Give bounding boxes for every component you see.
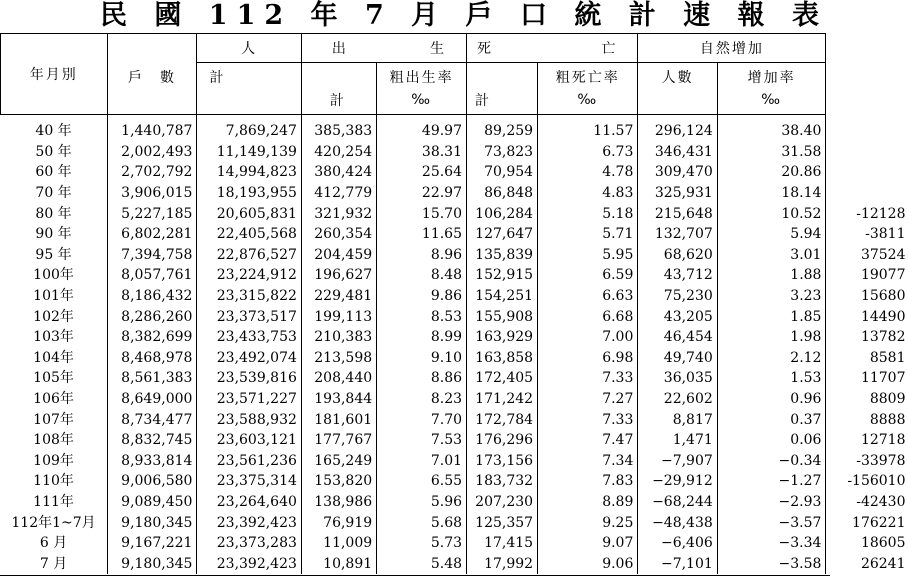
cell-extra: 8809: [869, 391, 906, 408]
cell-nir: 10.52: [717, 203, 826, 224]
cell-extra: [826, 115, 908, 142]
header-natural-increase-people: 人數: [638, 63, 717, 115]
cell-deaths: 17,415: [467, 533, 538, 554]
cell-deaths: 106,284: [467, 203, 538, 224]
cell-births: 199,113: [301, 306, 376, 327]
cell-population: 14,994,823: [197, 162, 301, 183]
cell-births: 193,844: [301, 389, 376, 410]
cell-population: 23,561,236: [197, 451, 301, 472]
cell-nir: 0.37: [717, 409, 826, 430]
cell-cbr: 11.65: [377, 224, 467, 245]
cell-ni: 75,230: [638, 286, 717, 307]
cell-cdr: 9.25: [538, 512, 638, 533]
table-row: [1, 492, 908, 513]
cell-cbr: 25.64: [377, 162, 467, 183]
cell-nir: −1.27: [717, 471, 826, 492]
cell-cbr: 5.73: [377, 533, 467, 554]
cell-cbr: 7.53: [377, 430, 467, 451]
header-births: 計: [301, 63, 376, 115]
cell-deaths: 125,357: [467, 512, 538, 533]
cell-deaths: 163,929: [467, 327, 538, 348]
table-row: [1, 245, 908, 266]
cell-extra: 11707: [860, 370, 906, 387]
cell-households: 2,002,493: [107, 142, 197, 163]
crude-birth-rate-unit: ‰: [411, 91, 432, 108]
cell-cdr: 6.63: [538, 286, 638, 307]
crude-death-rate-label: 粗死亡率: [555, 69, 620, 86]
cell-nir: 0.96: [717, 389, 826, 410]
natural-increase-rate-label: 增加率: [747, 69, 796, 86]
cell-population: 18,193,955: [197, 183, 301, 204]
cell-extra: 8581: [869, 349, 906, 366]
cell-deaths: 173,156: [467, 451, 538, 472]
cell-label: 108年: [33, 432, 74, 449]
crude-death-rate-unit: ‰: [577, 91, 599, 108]
cell-population: 23,539,816: [197, 368, 301, 389]
cell-ni: 296,124: [638, 115, 717, 142]
header-births-top: 出: [331, 41, 348, 57]
cell-cbr: 8.86: [377, 368, 467, 389]
header-crude-death-rate: [538, 63, 638, 115]
cell-deaths: 171,242: [467, 389, 538, 410]
cell-cdr: 7.83: [538, 471, 638, 492]
cell-households: 9,180,345: [107, 553, 197, 574]
cell-label: 110年: [33, 473, 74, 490]
cell-nir: −3.57: [717, 512, 826, 533]
cell-label: 50 年: [35, 143, 72, 160]
cell-population: 23,433,753: [197, 327, 301, 348]
header-households: 戶 數: [107, 63, 197, 115]
cell-ni: −48,438: [638, 512, 717, 533]
cell-population: 23,392,423: [197, 512, 301, 533]
cell-births: 229,481: [301, 286, 376, 307]
cell-label: 106年: [33, 391, 74, 408]
cell-extra: 13782: [860, 329, 906, 346]
table-row: [1, 368, 908, 389]
cell-label: 90 年: [35, 226, 72, 243]
cell-extra: [826, 142, 908, 163]
cell-cbr: 8.23: [377, 389, 467, 410]
table-row: [1, 430, 908, 451]
cell-cbr: 5.48: [377, 553, 467, 574]
cell-label: 70 年: [35, 185, 72, 202]
cell-births: 213,598: [301, 348, 376, 369]
cell-deaths: 73,823: [467, 142, 538, 163]
cell-cdr: 4.78: [538, 162, 638, 183]
cell-births: 420,254: [301, 142, 376, 163]
table-row: [1, 115, 908, 142]
cell-deaths: 127,647: [467, 224, 538, 245]
cell-ni: 46,454: [638, 327, 717, 348]
cell-deaths: 86,848: [467, 183, 538, 204]
cell-nir: 2.12: [717, 348, 826, 369]
cell-extra: 19077: [860, 267, 906, 284]
cell-label: 95 年: [35, 246, 72, 263]
cell-cdr: 6.59: [538, 265, 638, 286]
cell-deaths: 154,251: [467, 286, 538, 307]
cell-nir: 5.94: [717, 224, 826, 245]
cell-households: 2,702,792: [107, 162, 197, 183]
cell-households: 8,734,477: [107, 409, 197, 430]
cell-cbr: 8.99: [377, 327, 467, 348]
cell-extra: -156010: [847, 473, 906, 490]
cell-cdr: 6.68: [538, 306, 638, 327]
cell-ni: 346,431: [638, 142, 717, 163]
cell-ni: 309,470: [638, 162, 717, 183]
cell-label: 60 年: [35, 164, 72, 181]
cell-ni: 215,648: [638, 203, 717, 224]
cell-label: 7 月: [39, 555, 68, 572]
cell-births: 153,820: [301, 471, 376, 492]
cell-cdr: 7.33: [538, 409, 638, 430]
cell-extra: [826, 162, 908, 183]
cell-population: 23,264,640: [197, 492, 301, 513]
cell-births: 11,009: [301, 533, 376, 554]
cell-nir: −3.34: [717, 533, 826, 554]
header-population-group: 人: [197, 34, 301, 63]
cell-households: 8,468,978: [107, 348, 197, 369]
header-population: 計: [197, 63, 301, 115]
cell-households: 9,089,450: [107, 492, 197, 513]
cell-ni: −29,912: [638, 471, 717, 492]
bottom-rule: [0, 575, 830, 576]
cell-nir: −2.93: [717, 492, 826, 513]
table-row: [1, 162, 908, 183]
cell-ni: 49,740: [638, 348, 717, 369]
cell-nir: −3.58: [717, 553, 826, 574]
cell-cbr: 9.10: [377, 348, 467, 369]
cell-cdr: 6.98: [538, 348, 638, 369]
cell-ni: 132,707: [638, 224, 717, 245]
cell-nir: 38.40: [717, 115, 826, 142]
cell-households: 8,057,761: [107, 265, 197, 286]
header-births-group: [301, 34, 466, 63]
cell-population: 23,603,121: [197, 430, 301, 451]
cell-extra: [826, 183, 908, 204]
cell-births: 260,354: [301, 224, 376, 245]
cell-cbr: 5.96: [377, 492, 467, 513]
header-crude-birth-rate: [377, 63, 467, 115]
cell-ni: −7,907: [638, 451, 717, 472]
cell-deaths: 172,405: [467, 368, 538, 389]
header-deaths-top: 死: [477, 41, 494, 57]
cell-extra: 12718: [860, 432, 906, 449]
cell-households: 8,649,000: [107, 389, 197, 410]
cell-nir: 1.88: [717, 265, 826, 286]
cell-extra: 26241: [860, 555, 906, 572]
cell-cdr: 5.18: [538, 203, 638, 224]
cell-deaths: 163,858: [467, 348, 538, 369]
cell-extra: 14490: [860, 308, 906, 325]
table-row: [1, 203, 908, 224]
cell-nir: 3.01: [717, 245, 826, 266]
table-row: [1, 553, 908, 574]
cell-extra: 8888: [869, 411, 906, 428]
cell-households: 9,180,345: [107, 512, 197, 533]
cell-label: 40 年: [35, 123, 72, 140]
household-statistics-table: [0, 33, 908, 574]
cell-deaths: 172,784: [467, 409, 538, 430]
table-row: [1, 471, 908, 492]
cell-births: 412,779: [301, 183, 376, 204]
cell-deaths: 89,259: [467, 115, 538, 142]
cell-population: 11,149,139: [197, 142, 301, 163]
cell-cbr: 38.31: [377, 142, 467, 163]
cell-deaths: 70,954: [467, 162, 538, 183]
cell-nir: 31.58: [717, 142, 826, 163]
cell-births: 208,440: [301, 368, 376, 389]
cell-births: 385,383: [301, 115, 376, 142]
cell-population: 23,392,423: [197, 553, 301, 574]
cell-ni: 68,620: [638, 245, 717, 266]
cell-label: 103年: [33, 329, 74, 346]
cell-cdr: 7.34: [538, 451, 638, 472]
cell-cbr: 8.48: [377, 265, 467, 286]
cell-births: 196,627: [301, 265, 376, 286]
header-deaths-top2: 亡: [601, 41, 618, 57]
cell-births: 76,919: [301, 512, 376, 533]
cell-households: 5,227,185: [107, 203, 197, 224]
cell-deaths: 17,992: [467, 553, 538, 574]
cell-label: 104年: [33, 349, 74, 366]
cell-extra: -3811: [865, 226, 906, 243]
cell-label: 102年: [33, 308, 74, 325]
cell-cbr: 7.01: [377, 451, 467, 472]
cell-label: 80 年: [35, 205, 72, 222]
cell-ni: 22,602: [638, 389, 717, 410]
cell-nir: 1.98: [717, 327, 826, 348]
cell-households: 1,440,787: [107, 115, 197, 142]
cell-births: 165,249: [301, 451, 376, 472]
cell-label: 107年: [33, 411, 74, 428]
cell-households: 9,167,221: [107, 533, 197, 554]
cell-label: 111年: [33, 493, 74, 510]
header-births-top2: 生: [430, 41, 447, 57]
cell-ni: 43,712: [638, 265, 717, 286]
cell-extra: 176221: [852, 514, 906, 531]
cell-households: 3,906,015: [107, 183, 197, 204]
table-body: [1, 115, 908, 575]
cell-cbr: 8.53: [377, 306, 467, 327]
cell-births: 380,424: [301, 162, 376, 183]
cell-population: 23,571,227: [197, 389, 301, 410]
table-row: [1, 183, 908, 204]
cell-households: 8,286,260: [107, 306, 197, 327]
table-row: [1, 265, 908, 286]
cell-nir: 1.53: [717, 368, 826, 389]
cell-deaths: 152,915: [467, 265, 538, 286]
cell-cdr: 5.95: [538, 245, 638, 266]
cell-deaths: 176,296: [467, 430, 538, 451]
cell-cdr: 9.06: [538, 553, 638, 574]
cell-nir: 1.85: [717, 306, 826, 327]
cell-cdr: 11.57: [538, 115, 638, 142]
cell-cbr: 22.97: [377, 183, 467, 204]
cell-ni: −6,406: [638, 533, 717, 554]
cell-cbr: 5.68: [377, 512, 467, 533]
table-row: [1, 348, 908, 369]
table-row: [1, 327, 908, 348]
header-deaths: 計: [467, 63, 538, 115]
report-title: 民 國 112 年 7 月 戶 口 統 計 速 報 表: [100, 0, 828, 31]
cell-population: 23,224,912: [197, 265, 301, 286]
cell-cdr: 7.27: [538, 389, 638, 410]
cell-nir: 18.14: [717, 183, 826, 204]
cell-cbr: 8.96: [377, 245, 467, 266]
cell-births: 10,891: [301, 553, 376, 574]
cell-deaths: 135,839: [467, 245, 538, 266]
cell-nir: 0.06: [717, 430, 826, 451]
cell-ni: 43,205: [638, 306, 717, 327]
table-row: [1, 306, 908, 327]
cell-extra: 18605: [860, 535, 906, 552]
cell-cdr: 8.89: [538, 492, 638, 513]
cell-extra: -33978: [856, 452, 906, 469]
cell-population: 22,876,527: [197, 245, 301, 266]
cell-cbr: 49.97: [377, 115, 467, 142]
cell-label: 109年: [33, 452, 74, 469]
cell-ni: 325,931: [638, 183, 717, 204]
cell-cdr: 4.83: [538, 183, 638, 204]
cell-deaths: 155,908: [467, 306, 538, 327]
cell-households: 8,832,745: [107, 430, 197, 451]
cell-extra: -12128: [856, 205, 906, 222]
cell-population: 20,605,831: [197, 203, 301, 224]
cell-ni: −7,101: [638, 553, 717, 574]
cell-cbr: 6.55: [377, 471, 467, 492]
cell-ni: 36,035: [638, 368, 717, 389]
cell-cdr: 7.00: [538, 327, 638, 348]
table-row: [1, 533, 908, 554]
cell-population: 23,315,822: [197, 286, 301, 307]
cell-deaths: 207,230: [467, 492, 538, 513]
cell-births: 177,767: [301, 430, 376, 451]
table-row: [1, 286, 908, 307]
cell-households: 8,382,699: [107, 327, 197, 348]
cell-deaths: 183,732: [467, 471, 538, 492]
cell-ni: 1,471: [638, 430, 717, 451]
cell-nir: 3.23: [717, 286, 826, 307]
table-row: [1, 451, 908, 472]
table-row: [1, 224, 908, 245]
cell-ni: −68,244: [638, 492, 717, 513]
cell-cbr: 15.70: [377, 203, 467, 224]
cell-cdr: 5.71: [538, 224, 638, 245]
cell-births: 210,383: [301, 327, 376, 348]
cell-nir: −0.34: [717, 451, 826, 472]
cell-cdr: 6.73: [538, 142, 638, 163]
cell-ni: 8,817: [638, 409, 717, 430]
cell-population: 23,588,932: [197, 409, 301, 430]
cell-population: 22,405,568: [197, 224, 301, 245]
cell-births: 204,459: [301, 245, 376, 266]
cell-households: 7,394,758: [107, 245, 197, 266]
cell-label: 100年: [33, 267, 74, 284]
header-deaths-group: [467, 34, 638, 63]
cell-population: 23,375,314: [197, 471, 301, 492]
cell-population: 23,492,074: [197, 348, 301, 369]
cell-households: 8,186,432: [107, 286, 197, 307]
cell-population: 23,373,283: [197, 533, 301, 554]
cell-households: 9,006,580: [107, 471, 197, 492]
cell-births: 138,986: [301, 492, 376, 513]
cell-label: 105年: [33, 370, 74, 387]
cell-cdr: 9.07: [538, 533, 638, 554]
cell-households: 8,561,383: [107, 368, 197, 389]
cell-extra: 15680: [860, 288, 906, 305]
cell-cbr: 9.86: [377, 286, 467, 307]
natural-increase-rate-unit: ‰: [761, 91, 783, 108]
header-natural-increase-rate: [717, 63, 826, 115]
cell-extra: 37524: [860, 246, 906, 263]
cell-label: 6 月: [39, 535, 68, 552]
cell-label: 112年1~7月: [11, 514, 96, 531]
cell-extra: -42430: [856, 493, 906, 510]
cell-households: 8,933,814: [107, 451, 197, 472]
table-row: [1, 512, 908, 533]
table-row: [1, 142, 908, 163]
header-year-month: 年月別: [1, 34, 108, 115]
cell-cdr: 7.33: [538, 368, 638, 389]
cell-population: 7,869,247: [197, 115, 301, 142]
cell-births: 181,601: [301, 409, 376, 430]
crude-birth-rate-label: 粗出生率: [389, 69, 454, 86]
cell-cbr: 7.70: [377, 409, 467, 430]
cell-nir: 20.86: [717, 162, 826, 183]
cell-label: 101年: [33, 288, 74, 305]
cell-cdr: 7.47: [538, 430, 638, 451]
cell-population: 23,373,517: [197, 306, 301, 327]
cell-households: 6,802,281: [107, 224, 197, 245]
cell-births: 321,932: [301, 203, 376, 224]
table-row: [1, 409, 908, 430]
header-natural-increase-group: 自然增加: [638, 34, 826, 63]
table-row: [1, 389, 908, 410]
